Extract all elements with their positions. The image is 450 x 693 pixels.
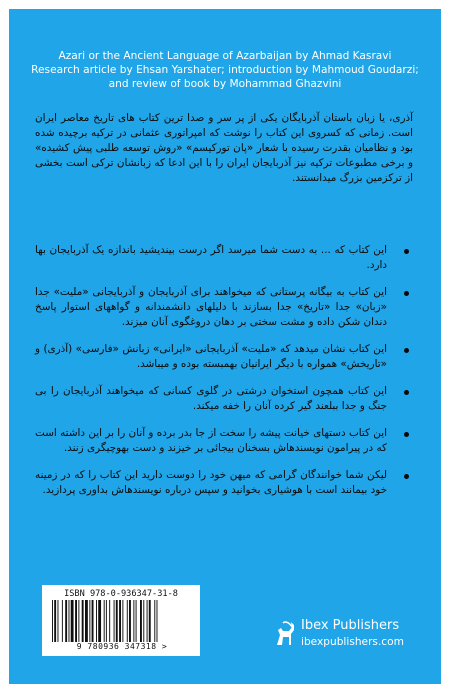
isbn-label: ISBN 978-0-936347-31-8 — [64, 589, 178, 599]
isbn-barcode — [42, 585, 200, 656]
bullet-item — [35, 384, 413, 414]
bullet-text: لیکن شما خوانندگان گرامی که میهن خود را دوست دارید این کتاب را که در زمینه خود بیمانند است با هوشیاری بخوانید و سپس درباره نویسندهاش بداوری پردازید. — [35, 469, 387, 496]
title-line-2: Research article by Ehsan Yarshater; introduction by Mahmoud Goudarzi; — [31, 64, 419, 76]
intro-paragraph: آذری، یا زبان باستان آذربایگان یکی از پر سر و صدا ترین کتاب های تاریخ معاصر ایران است. زمانی که کسروی این کتاب را نوشت که امپراتوری عثمانی در ترکیه برچیده شده بود و نظامیان بقدرت رسیده با شعار «پان تورکیسم» «روش توسعه طلبی پیش کشیده» و برخی مطبوعات ترکیه نیز آذربایجان ایران را با این ادعا که زبانشان ترکی است بخشی از ترکزمین بزرگ میدانستند. — [35, 112, 413, 184]
bullet-item — [35, 426, 413, 456]
bullet-dot-icon — [404, 474, 409, 479]
publisher-logo — [271, 616, 421, 656]
bullet-dot-icon — [404, 291, 409, 296]
bullet-text: این کتاب دستهای خیانت پیشه را سخت از جا بدر برده و آنان را بر این داشته است که در پیرامون نویسندهاش بسخنان بیجائی بر خیزند و دست بهوچیگری زنند. — [35, 427, 387, 454]
bullet-text: این کتاب نشان میدهد که «ملیت» آذربایجانی «ایرانی» زبانش «فارسی» (آذری) و «تاریخش» همواره با دیگر ایرانیان بهمبسته بوده و میباشد. — [35, 343, 387, 370]
bullet-text: این کتاب همچون استخوان درشتی در گلوی کسانی که میخواهند آذربایجان را بی جنگ و جدا ببلعند گیر کرده آنان را خفه میکند. — [35, 385, 387, 412]
bullet-dot-icon — [404, 432, 409, 437]
back-cover — [9, 9, 441, 684]
bullet-text: این کتاب که ... به دست شما میرسد اگر درست بیندیشید باندازه یک آذربایجان بها دارد. — [35, 244, 387, 271]
ibex-icon — [271, 618, 299, 648]
bullet-dot-icon — [404, 390, 409, 395]
bullet-list — [35, 243, 413, 510]
bullet-dot-icon — [404, 249, 409, 254]
bullet-text: این کتاب به بیگانه پرستانی که میخواهند برای آذربایجان و آذربایجانی «ملیت» جدا «زبان» جدا «تاریخ» جدا بسازند با دلیلهای دانشمندانه و گواههای استوار پاسخ دندان شکن داده و مشت سختی بر دهان دروغگوی آنان میزند. — [35, 286, 387, 328]
bullet-item — [35, 243, 413, 273]
isbn-digits: 9 780936 347318 > — [76, 642, 168, 651]
barcode-bars — [52, 600, 190, 642]
title-line-3: and review of book by Mohammad Ghazvini — [108, 78, 342, 90]
bullet-item — [35, 468, 413, 498]
title-line-1: Azari or the Ancient Language of Azarbaijan by Ahmad Kasravi — [58, 50, 392, 62]
book-title-block — [9, 49, 441, 91]
bullet-item — [35, 285, 413, 330]
bullet-item — [35, 342, 413, 372]
bullet-dot-icon — [404, 348, 409, 353]
publisher-name: Ibex Publishers — [301, 618, 400, 633]
publisher-url: ibexpublishers.com — [301, 636, 404, 648]
